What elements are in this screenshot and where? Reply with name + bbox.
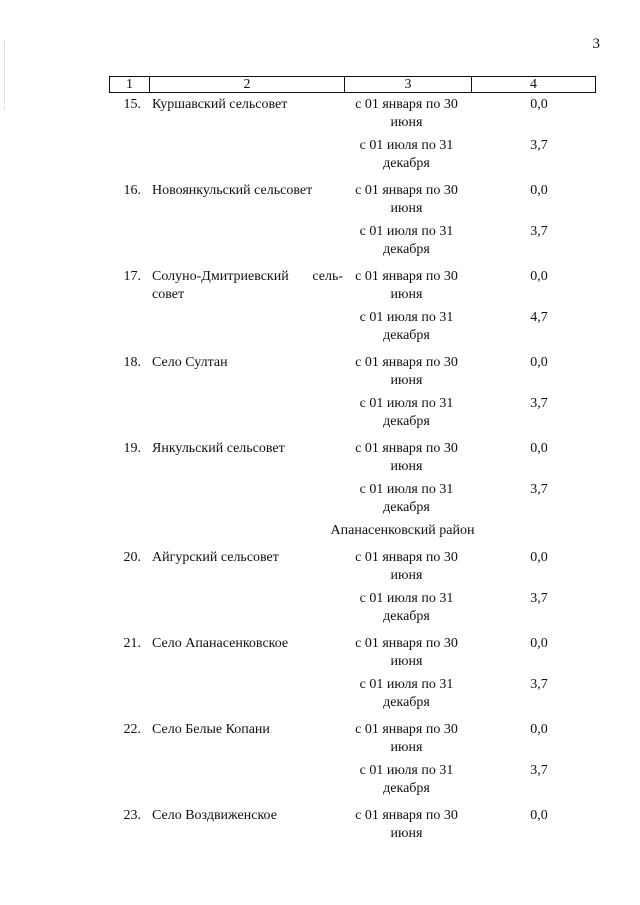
period-cell: с 01 июля по 31 декабря	[359, 224, 454, 257]
period-cell: с 01 июля по 31 декабря	[359, 138, 454, 171]
municipality-name: Куршавский сельсовет	[152, 97, 288, 112]
period-row	[343, 481, 596, 517]
table-header	[109, 76, 596, 93]
period-cell: с 01 января по 30 июня	[355, 97, 458, 130]
table-row	[109, 440, 596, 526]
row-number: 16.	[123, 183, 141, 198]
period-cell: с 01 января по 30 июня	[355, 722, 458, 755]
row-number: 21.	[123, 636, 141, 651]
period-cell: с 01 января по 30 июня	[355, 269, 458, 302]
row-number: 19.	[123, 441, 141, 456]
rate-value-cell: 0,0	[530, 722, 548, 737]
rate-value-cell: 0,0	[530, 355, 548, 370]
period-rows	[343, 182, 596, 268]
rate-value-cell: 3,7	[530, 138, 548, 153]
period-cell: с 01 января по 30 июня	[355, 183, 458, 216]
period-row	[343, 268, 596, 304]
table-row	[109, 354, 596, 440]
municipality-name: Новоянкульский сельсовет	[152, 183, 313, 198]
row-number: 23.	[123, 808, 141, 823]
period-cell: с 01 июля по 31 декабря	[359, 482, 454, 515]
column-header-4: 4	[471, 77, 595, 92]
row-number: 22.	[123, 722, 141, 737]
row-number: 20.	[123, 550, 141, 565]
table-row	[109, 807, 596, 852]
period-cell: с 01 июля по 31 декабря	[359, 763, 454, 796]
municipality-name: Село Белые Копани	[152, 722, 270, 737]
period-row	[343, 549, 596, 585]
municipality-name: Село Воздвиженское	[152, 808, 277, 823]
period-rows	[343, 354, 596, 440]
row-number: 15.	[123, 97, 141, 112]
period-row	[343, 676, 596, 712]
row-number: 18.	[123, 355, 141, 370]
municipality-name: Янкульский сельсовет	[152, 441, 285, 456]
period-rows	[343, 635, 596, 721]
row-number: 17.	[123, 269, 141, 284]
rate-value-cell: 3,7	[530, 482, 548, 497]
period-cell: с 01 января по 30 июня	[355, 808, 458, 841]
period-row	[343, 762, 596, 798]
period-cell: с 01 июля по 31 декабря	[359, 396, 454, 429]
period-cell: с 01 июля по 31 декабря	[359, 677, 454, 710]
rate-value-cell: 0,0	[530, 441, 548, 456]
municipality-name: Село Апанасенковское	[152, 636, 289, 651]
table-row	[109, 721, 596, 807]
period-rows	[343, 549, 596, 635]
table-row	[109, 268, 596, 354]
rate-value-cell: 0,0	[530, 636, 548, 651]
page-number: 3	[592, 36, 600, 52]
rate-value-cell: 0,0	[530, 183, 548, 198]
period-rows	[343, 268, 596, 354]
period-row	[343, 309, 596, 345]
period-row	[343, 807, 596, 843]
rate-value-cell: 0,0	[530, 97, 548, 112]
rate-value-cell: 3,7	[530, 396, 548, 411]
period-rows	[343, 721, 596, 807]
period-row	[343, 137, 596, 173]
rate-value-cell: 0,0	[530, 550, 548, 565]
period-row	[343, 182, 596, 218]
period-row	[343, 721, 596, 757]
rate-value-cell: 3,7	[530, 591, 548, 606]
section-heading: Апанасенковский район	[330, 523, 475, 538]
municipality-name: Село Султан	[152, 355, 228, 370]
period-row	[343, 96, 596, 132]
period-cell: с 01 января по 30 июня	[355, 636, 458, 669]
column-header-3: 3	[344, 77, 471, 92]
table-body	[109, 96, 596, 852]
rate-value-cell: 3,7	[530, 224, 548, 239]
period-row	[343, 223, 596, 259]
period-rows	[343, 96, 596, 182]
period-row	[343, 590, 596, 626]
period-row	[343, 395, 596, 431]
column-header-1: 1	[126, 77, 133, 92]
rate-value-cell: 3,7	[530, 763, 548, 778]
table-row	[109, 549, 596, 635]
period-cell: с 01 января по 30 июня	[355, 355, 458, 388]
period-cell: с 01 января по 30 июня	[355, 441, 458, 474]
table-row	[109, 182, 596, 268]
period-cell: с 01 января по 30 июня	[355, 550, 458, 583]
municipality-name: Айгурский сельсовет	[152, 550, 279, 565]
municipality-name: Солуно-Дмитриевский сель-совет	[152, 269, 343, 302]
period-rows	[343, 440, 596, 526]
table-row	[109, 96, 596, 182]
period-rows	[343, 807, 596, 852]
period-row	[343, 354, 596, 390]
column-header-2: 2	[149, 77, 344, 92]
rate-value-cell: 0,0	[530, 269, 548, 284]
period-cell: с 01 июля по 31 декабря	[359, 591, 454, 624]
rate-value-cell: 0,0	[530, 808, 548, 823]
period-cell: с 01 июля по 31 декабря	[359, 310, 454, 343]
rate-value-cell: 4,7	[530, 310, 548, 325]
table-row	[109, 635, 596, 721]
period-row	[343, 635, 596, 671]
rate-value-cell: 3,7	[530, 677, 548, 692]
period-row	[343, 440, 596, 476]
scan-edge-marks	[4, 40, 7, 110]
